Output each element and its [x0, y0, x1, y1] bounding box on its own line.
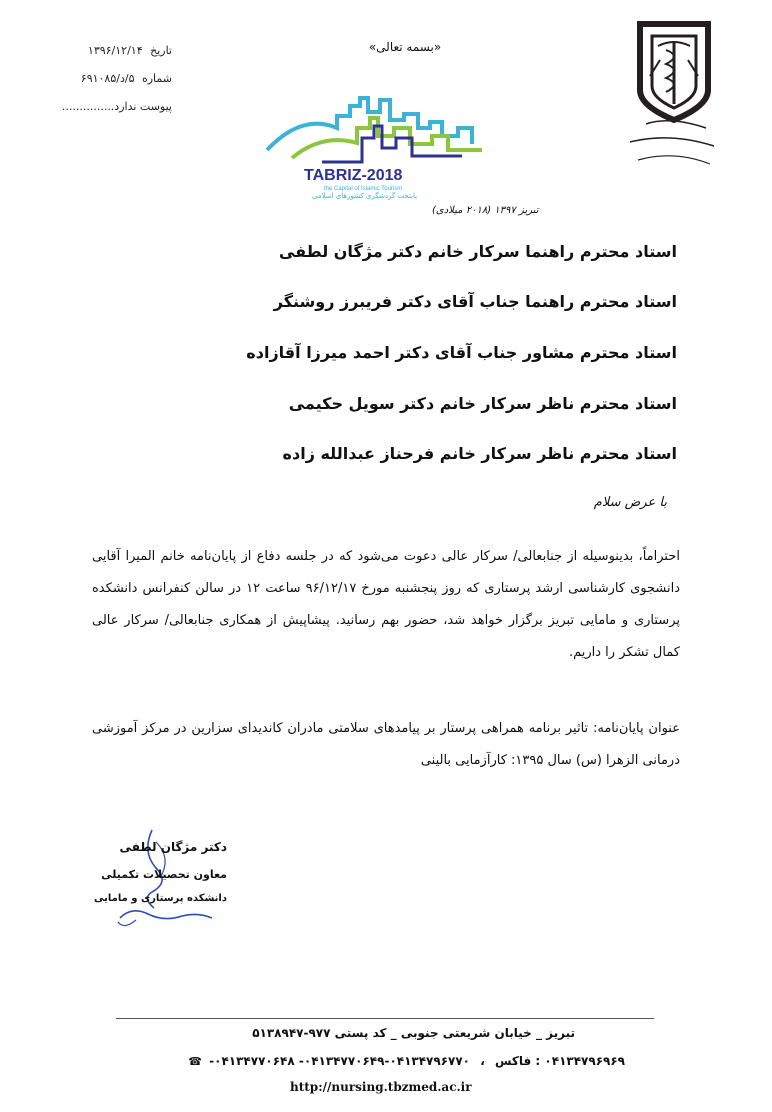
thesis-title: عنوان پایان‌نامه: تاثیر برنامه همراهی پرستار بر پیامدهای سلامتی مادران کاندیدای سزارین در مرکز آموزشی درمانی الزهرا (س) سال ۱۳۹۵: کارآزمایی بالینی — [92, 721, 680, 768]
date-label: تاریخ — [150, 44, 172, 57]
greeting: با عرض سلام — [593, 495, 667, 510]
footer-divider — [116, 1018, 654, 1019]
letter-date — [88, 44, 172, 57]
event-logo-subtitle-fa: پایتخت گردشگری کشورهای اسلامی — [312, 192, 418, 200]
letter-number — [81, 72, 172, 85]
addressee-1: استاد محترم راهنما سرکار خانم دکتر مژگان لطفی — [278, 242, 677, 261]
event-logo-title: TABRIZ-2018 — [304, 167, 403, 184]
addressee-3: استاد محترم مشاور جناب آقای دکتر احمد میرزا آقازاده — [246, 343, 677, 362]
addressee-4: استاد محترم ناظر سرکار خانم دکتر سویل حکیمی — [288, 394, 677, 413]
date-value: ۱۳۹۶/۱۲/۱۴ — [87, 44, 143, 57]
bismillah: «بسمه تعالی» — [368, 40, 442, 54]
university-emblem — [610, 20, 730, 180]
number-value: ۵/د/۶۹۱۰۸۵ — [80, 72, 135, 85]
event-logo-subtitle-en: the Capital of Islamic Tourism — [324, 186, 403, 192]
event-logo-caption: تبریز ۱۳۹۷ (۲۰۱۸ میلادی) — [432, 205, 539, 216]
footer-address: تبریز _ خیابان شریعتی جنوبی _ کد پستی ۹۷۷-۵۱۳۸۹۴۷ — [252, 1026, 575, 1040]
tabriz-2018-logo — [262, 88, 539, 220]
signatory-name: دکتر مژگان لطفی — [119, 840, 227, 854]
footer-fax: ۰۴۱۳۴۷۹۶۹۶۹ : فاکس — [494, 1054, 625, 1068]
footer-phones: ۰۴۱۳۴۷۹۶۷۷۰-۰۴۱۳۴۷۷۰۶۴۹- ۰۴۱۳۴۷۷۰۶۴۸- — [209, 1054, 471, 1068]
signatory-department: دانشکده پرستاری و مامایی — [94, 893, 227, 904]
footer-contacts: ۰۴۱۳۴۷۹۶۹۶۹ : فاکس ، ۰۴۱۳۴۷۹۶۷۷۰-۰۴۱۳۴۷۷۰۶۴۹- ۰۴۱۳۴۷۷۰۶۴۸- ☎ — [188, 1054, 625, 1068]
attachment-note: پیوست ندارد............... — [61, 100, 172, 113]
number-label: شماره — [141, 72, 172, 85]
signatory-position: معاون تحصیلات تکمیلی — [101, 868, 227, 881]
phone-icon: ☎ — [188, 1055, 202, 1068]
addressee-2: استاد محترم راهنما جناب آقای دکتر فریبرز روشنگر — [273, 292, 677, 311]
addressee-5: استاد محترم ناظر سرکار خانم فرحناز عبدالله زاده — [282, 444, 677, 463]
invitation-paragraph: احتراماً، بدینوسیله از جنابعالی/ سرکار عالی دعوت می‌شود که در جلسه دفاع از پایان‌نامه خانم المیرا آقایی دانشجوی کارشناسی ارشد پرستاری که روز پنجشنبه مورخ ۹۶/۱۲/۱۷ ساعت ۱۲ در سالن کنفرانس دانشکده پرستاری و مامایی تبریز برگزار خواهد شد، حضور بهم رسانید. پیشاپیش از همکاری جنابعالی/ سرکار عالی کمال تشکر را داریم. — [92, 549, 680, 660]
footer-website[interactable]: http://nursing.tbzmed.ac.ir — [290, 1080, 472, 1094]
